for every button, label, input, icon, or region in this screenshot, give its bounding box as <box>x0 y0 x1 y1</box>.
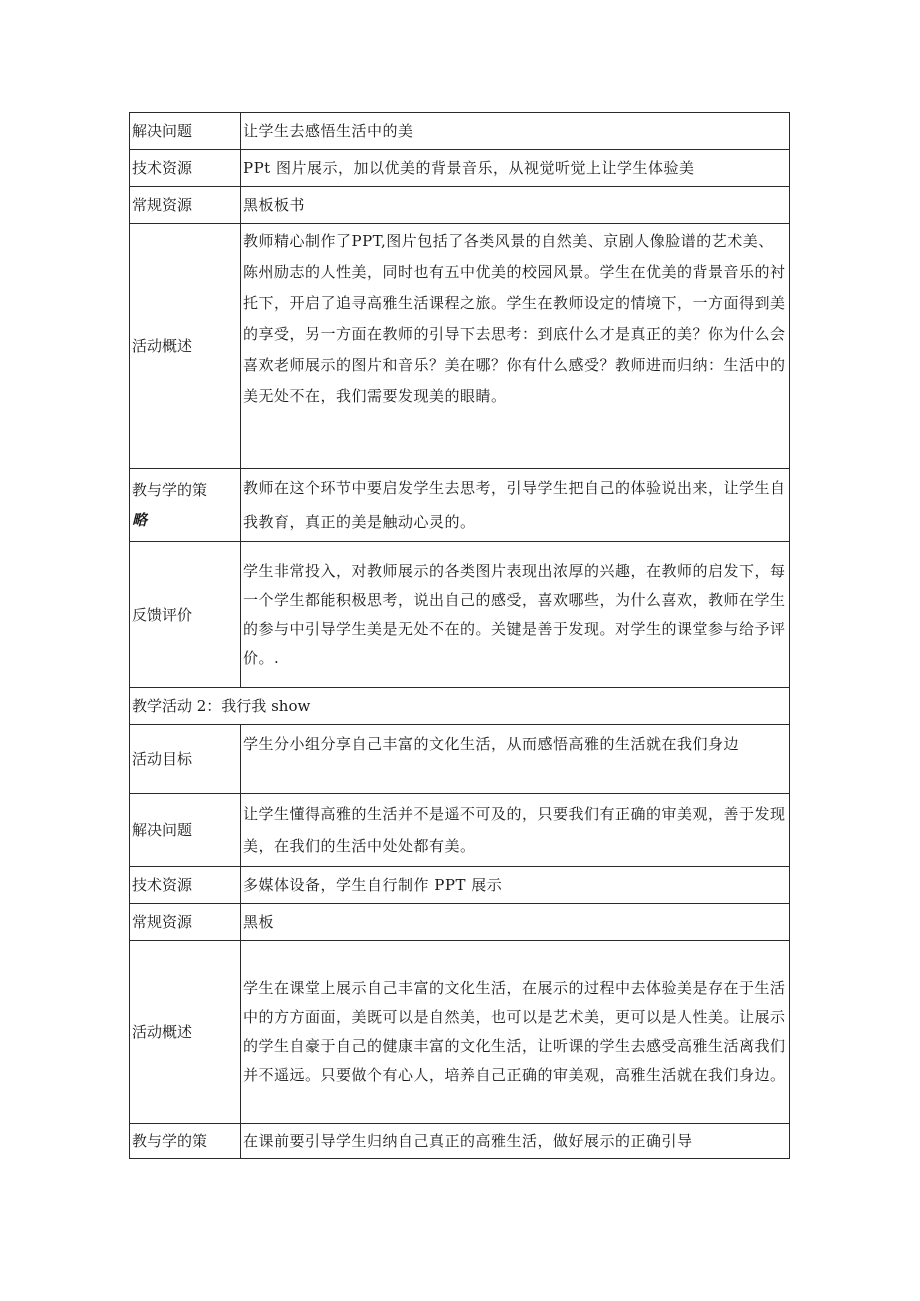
row-content: PPt 图片展示，加以优美的背景音乐，从视觉听觉上让学生体验美 <box>241 150 790 187</box>
table-row <box>130 542 790 688</box>
row-content: 让学生懂得高雅的生活并不是遥不可及的，只要我们有正确的审美观，善于发现美，在我们的生活中处处都有美。 <box>241 794 790 867</box>
label-line-1: 教与学的策 <box>132 481 208 499</box>
row-content: 多媒体设备，学生自行制作 PPT 展示 <box>241 867 790 904</box>
row-label: 活动目标 <box>130 725 241 794</box>
row-content: 学生在课堂上展示自己丰富的文化生活，在展示的过程中去体验美是存在于生活中的方方面面，美既可以是自然美，也可以是艺术美，更可以是人性美。让展示的学生自豪于自己的健康丰富的文化生活，让听课的学生去感受高雅生活离我们并不遥远。只要做个有心人，培养自己正确的审美观，高雅生活就在我们身边。 <box>241 941 790 1124</box>
row-label: 反馈评价 <box>130 542 241 688</box>
section-row <box>130 688 790 725</box>
table-row <box>130 150 790 187</box>
table-row <box>130 113 790 150</box>
table-row <box>130 469 790 542</box>
row-label <box>130 469 241 542</box>
row-label: 活动概述 <box>130 224 241 469</box>
row-content: 在课前要引导学生归纳自己真正的高雅生活，做好展示的正确引导 <box>241 1124 790 1159</box>
row-label: 活动概述 <box>130 941 241 1124</box>
table-row <box>130 867 790 904</box>
row-content: 教师精心制作了PPT,图片包括了各类风景的自然美、京剧人像脸谱的艺术美、陈州励志的人性美，同时也有五中优美的校园风景。学生在优美的背景音乐的衬托下，开启了追寻高雅生活课程之旅。学生在教师设定的情境下，一方面得到美的享受，另一方面在教师的引导下去思考：到底什么才是真正的美？你为什么会喜欢老师展示的图片和音乐？美在哪？你有什么感受？教师进而归纳：生活中的美无处不在，我们需要发现美的眼睛。 <box>241 224 790 469</box>
row-content: 学生分小组分享自己丰富的文化生活，从而感悟高雅的生活就在我们身边 <box>241 725 790 794</box>
table-row <box>130 187 790 224</box>
row-content: 教师在这个环节中要启发学生去思考，引导学生把自己的体验说出来，让学生自我教育，真正的美是触动心灵的。 <box>241 469 790 542</box>
row-label: 教与学的策 <box>130 1124 241 1159</box>
table-row <box>130 941 790 1124</box>
row-label: 解决问题 <box>130 113 241 150</box>
table-row <box>130 1124 790 1159</box>
lesson-plan-table <box>129 112 790 1159</box>
label-line-2: 略 <box>132 511 148 529</box>
table-row <box>130 224 790 469</box>
section-title: 教学活动 2：我行我 show <box>130 688 790 725</box>
row-label: 常规资源 <box>130 187 241 224</box>
table-row <box>130 794 790 867</box>
row-label: 技术资源 <box>130 867 241 904</box>
row-label: 解决问题 <box>130 794 241 867</box>
row-label: 技术资源 <box>130 150 241 187</box>
row-content: 黑板 <box>241 904 790 941</box>
row-content: 学生非常投入，对教师展示的各类图片表现出浓厚的兴趣，在教师的启发下，每一个学生都能积极思考，说出自己的感受，喜欢哪些，为什么喜欢，教师在学生的参与中引导学生美是无处不在的。关键是善于发现。对学生的课堂参与给予评价。. <box>241 542 790 688</box>
table-row <box>130 904 790 941</box>
row-content: 黑板板书 <box>241 187 790 224</box>
table-row <box>130 725 790 794</box>
row-label: 常规资源 <box>130 904 241 941</box>
row-content: 让学生去感悟生活中的美 <box>241 113 790 150</box>
